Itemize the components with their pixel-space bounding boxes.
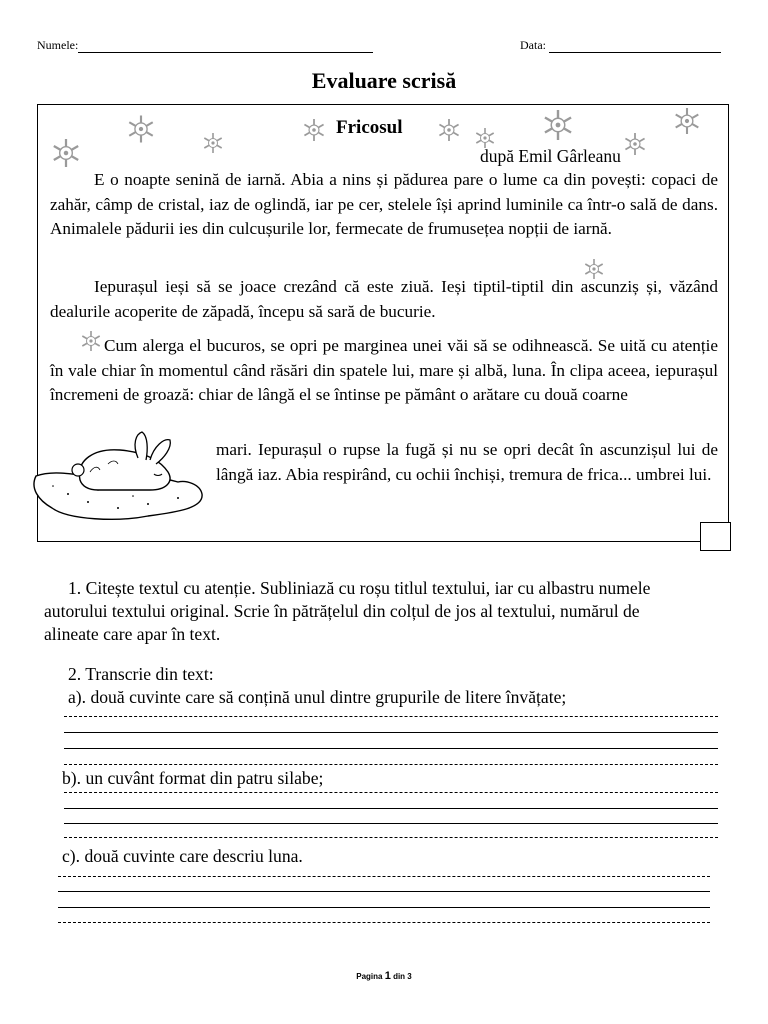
page-number: 1: [384, 970, 391, 982]
date-label: Data:: [520, 38, 546, 52]
paragraph-count-box[interactable]: [700, 522, 731, 551]
question-2c: c). două cuvinte care descriu luna.: [62, 846, 303, 866]
story-author: după Emil Gârleanu: [480, 146, 621, 166]
snowflake-icon: [541, 108, 575, 142]
answer-line[interactable]: [64, 716, 718, 717]
answer-line[interactable]: [58, 891, 710, 892]
date-field: [520, 38, 721, 53]
story-paragraph-3: Cum alerga el bucuros, se opri pe marginea unei văi să se odihnească. Se uită cu atenție în vale chiar în momentul când răsări din spatele lui, mare și albă, luna. În clipa aceea, iepurașul încremeni de groază: chiar de lângă el se întinse pe pământ o arătare cu două coarne: [50, 336, 718, 404]
answer-line[interactable]: [58, 876, 710, 877]
snowflake-icon: [302, 118, 326, 142]
page-footer: [0, 970, 768, 982]
of-word: din: [393, 972, 406, 981]
question-2a: a). două cuvinte care să conțină unul dintre grupurile de litere învățate;: [68, 687, 567, 707]
question-1: 1. Citește textul cu atenție. Subliniază cu roșu titlul textului, iar cu albastru numele autorului textului original. Scrie în pătrățelul din colțul de jos al textului, numărul de alineate care apar în text.: [44, 578, 651, 644]
page-word: Pagina: [356, 972, 383, 981]
question-2: 2. Transcrie din text:: [68, 664, 214, 684]
answer-line[interactable]: [64, 823, 718, 824]
question-2b: b). un cuvânt format din patru silabe;: [62, 768, 324, 788]
snowflake-icon: [437, 118, 461, 142]
answer-line[interactable]: [58, 922, 710, 923]
story-title: Fricosul: [336, 117, 403, 138]
answer-line[interactable]: [64, 764, 718, 765]
page-total: 3: [407, 972, 412, 981]
snowflake-icon: [50, 137, 82, 169]
answer-line[interactable]: [64, 808, 718, 809]
story-paragraph-3-end: mari. Iepurașul o rupse la fugă și nu se opri decât în ascunzișul lui de lângă iaz. Abia respirând, cu ochii închiși, tremura de frica... umbrei lui.: [216, 440, 718, 484]
name-label: Numele:: [37, 38, 79, 52]
story-paragraph-1: E o noapte senină de iarnă. Abia a nins și pădurea pare o lume ca din povești: copaci de zahăr, câmp de cristal, iaz de oglindă, iar pe cer, stelele își aprind luminile ca într-o sală de dans. Animalele pădurii ies din culcușurile lor, fermecate de frumusețea nopții de iarnă.: [50, 170, 718, 238]
answer-line[interactable]: [64, 792, 718, 793]
name-field: [37, 38, 373, 53]
snowflake-icon: [202, 132, 224, 154]
date-line[interactable]: [549, 40, 721, 53]
answer-line[interactable]: [58, 907, 710, 908]
story-paragraph-2: Iepurașul ieși să se joace crezând că este ziuă. Ieși tiptil-tiptil din ascunziș și, văzând dealurile acoperite de zăpadă, începu să sară de bucurie.: [50, 277, 718, 321]
page-title: Evaluare scrisă: [311, 68, 457, 93]
sleeping-bunny-illustration: [28, 428, 208, 524]
snowflake-icon: [623, 132, 647, 156]
answer-line[interactable]: [64, 732, 718, 733]
snowflake-icon: [672, 106, 702, 136]
answer-line[interactable]: [64, 748, 718, 749]
answer-line[interactable]: [64, 837, 718, 838]
snowflake-icon: [126, 114, 156, 144]
name-line[interactable]: [78, 40, 373, 53]
